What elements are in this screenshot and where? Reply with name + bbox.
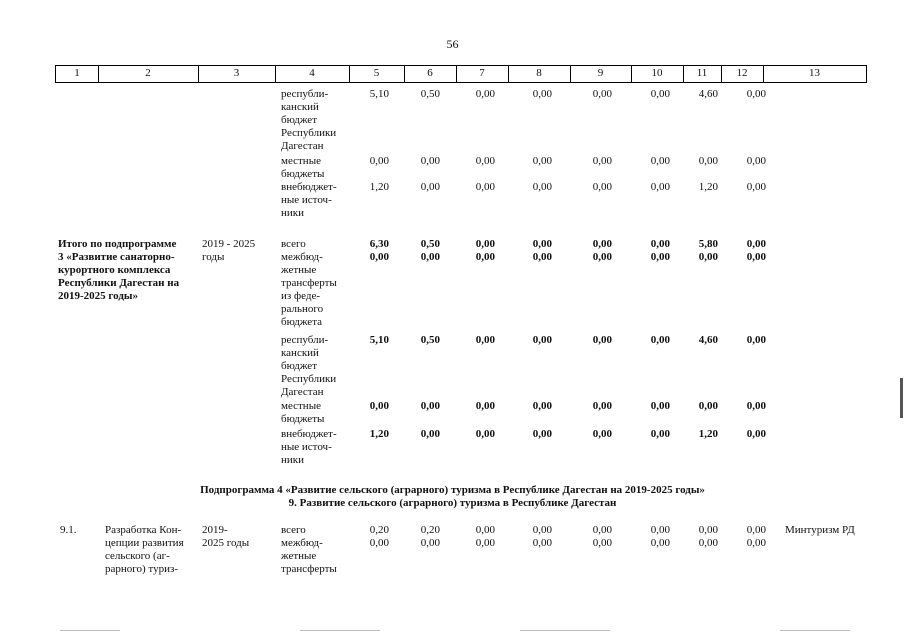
value-cell-col-5: 1,20 — [369, 428, 389, 440]
title-line: 3 «Развитие санаторно- — [58, 251, 175, 263]
value-cell-col-9: 0,00 — [592, 524, 612, 536]
item-9-1-title — [105, 524, 193, 576]
value-cell-col-7: 0,00 — [475, 251, 495, 263]
scan-bottom-line — [520, 630, 610, 631]
label-line: бюджеты — [281, 168, 325, 180]
value-cell-col-8: 0,00 — [532, 88, 552, 100]
label-line: местные — [281, 155, 321, 167]
label-line: республи- — [281, 334, 329, 346]
value-cell-col-9: 0,00 — [592, 428, 612, 440]
label-line: бюджеты — [281, 413, 325, 425]
scan-bottom-line — [300, 630, 380, 631]
subprogram-3-total-title — [58, 238, 193, 303]
value-cell-col-7: 0,00 — [475, 155, 495, 167]
value-cell-col-10: 0,00 — [650, 181, 670, 193]
funding-source-label — [281, 88, 336, 153]
value-cell-col-5: 0,00 — [369, 251, 389, 263]
title-line: курортного комплекса — [58, 264, 171, 276]
scan-edge-mark — [900, 378, 903, 418]
value-cell-col-9: 0,00 — [592, 88, 612, 100]
value-cell-col-7: 0,00 — [475, 334, 495, 346]
title-line: Республики Дагестан на — [58, 277, 180, 289]
funding-source-label — [281, 251, 337, 329]
value-cell-col-11: 1,20 — [698, 428, 718, 440]
value-cell-col-11: 4,60 — [698, 88, 718, 100]
value-cell-col-8: 0,00 — [532, 181, 552, 193]
value-cell-col-6: 0,00 — [420, 155, 440, 167]
funding-source-label — [281, 238, 306, 251]
value-cell-col-8: 0,00 — [532, 428, 552, 440]
header-col-13: 13 — [809, 67, 820, 79]
header-col-9: 9 — [597, 67, 604, 79]
header-col-5: 5 — [373, 67, 380, 79]
header-col-8: 8 — [536, 67, 542, 79]
value-cell-col-6: 0,00 — [420, 428, 440, 440]
value-cell-col-5: 1,20 — [369, 181, 389, 193]
value-cell-col-10: 0,00 — [650, 251, 670, 263]
value-cell-col-11: 1,20 — [698, 181, 718, 193]
header-col-4: 4 — [309, 67, 315, 79]
value-cell-col-6: 0,20 — [420, 524, 440, 536]
label-line: ники — [281, 207, 305, 219]
header-col-7: 7 — [479, 67, 485, 79]
value-cell-col-5: 5,10 — [369, 88, 389, 100]
value-cell-col-10: 0,00 — [650, 238, 670, 250]
header-col-6: 6 — [427, 67, 433, 79]
label-line: Республики — [281, 127, 337, 139]
value-cell-col-9: 0,00 — [592, 537, 612, 549]
value-cell-col-11: 5,80 — [698, 238, 718, 250]
period-line: годы — [202, 251, 225, 263]
value-cell-col-11: 4,60 — [698, 334, 718, 346]
label-line: Дагестан — [281, 140, 324, 152]
value-cell-col-12: 0,00 — [746, 155, 766, 167]
value-cell-col-5: 0,20 — [369, 524, 389, 536]
scan-bottom-line — [60, 630, 120, 631]
value-cell-col-7: 0,00 — [475, 238, 495, 250]
header-col-11: 11 — [696, 67, 708, 79]
value-cell-col-9: 0,00 — [592, 334, 612, 346]
value-cell-col-5: 6,30 — [369, 238, 389, 250]
funding-source-label — [281, 181, 337, 220]
label-line: жетные — [281, 550, 317, 562]
value-cell-col-7: 0,00 — [475, 524, 495, 536]
value-cell-col-9: 0,00 — [592, 251, 612, 263]
label-line: всего — [281, 238, 306, 250]
value-cell-col-9: 0,00 — [592, 181, 612, 193]
value-cell-col-11: 0,00 — [698, 155, 718, 167]
title-line: Разработка Кон- — [105, 524, 182, 536]
value-cell-col-11: 0,00 — [698, 537, 718, 549]
value-cell-col-12: 0,00 — [746, 524, 766, 536]
table-header-row — [55, 65, 867, 83]
value-cell-col-10: 0,00 — [650, 334, 670, 346]
label-line: трансферты — [281, 277, 337, 289]
header-col-3: 3 — [233, 67, 240, 79]
value-cell-col-10: 0,00 — [650, 155, 670, 167]
item-9-1-period — [202, 524, 249, 550]
title-line: сельского (аг- — [105, 550, 170, 562]
scan-bottom-line — [780, 630, 850, 631]
label-line: внебюджет- — [281, 181, 337, 193]
value-cell-col-12: 0,00 — [746, 251, 766, 263]
value-cell-col-10: 0,00 — [650, 537, 670, 549]
label-line: рального — [281, 303, 324, 315]
value-cell-col-8: 0,00 — [532, 238, 552, 250]
item-9-1-executor: Минтуризм РД — [785, 524, 855, 536]
value-cell-col-5: 5,10 — [369, 334, 389, 346]
value-cell-col-5: 0,00 — [369, 537, 389, 549]
value-cell-col-11: 0,00 — [698, 400, 718, 412]
value-cell-col-8: 0,00 — [532, 155, 552, 167]
period-line: 2019 - 2025 — [202, 238, 256, 250]
value-cell-col-6: 0,00 — [420, 251, 440, 263]
funding-source-label — [281, 400, 324, 426]
section-9-heading: 9. Развитие сельского (аграрного) туризма в Республике Дагестан — [288, 497, 617, 509]
value-cell-col-8: 0,00 — [532, 524, 552, 536]
value-cell-col-7: 0,00 — [475, 400, 495, 412]
value-cell-col-5: 0,00 — [369, 400, 389, 412]
period-line: 2025 годы — [202, 537, 250, 549]
value-cell-col-11: 0,00 — [698, 251, 718, 263]
title-line: Итого по подпрограмме — [58, 238, 177, 250]
value-cell-col-8: 0,00 — [532, 400, 552, 412]
label-line: трансферты — [281, 563, 337, 575]
header-col-1: 1 — [74, 67, 80, 79]
label-line: канский — [281, 101, 319, 113]
period-line: 2019- — [202, 524, 228, 536]
header-col-2: 2 — [145, 67, 151, 79]
value-cell-col-12: 0,00 — [746, 400, 766, 412]
value-cell-col-6: 0,00 — [420, 537, 440, 549]
value-cell-col-9: 0,00 — [592, 400, 612, 412]
value-cell-col-8: 0,00 — [532, 537, 552, 549]
label-line: местные — [281, 400, 321, 412]
label-line: из феде- — [281, 290, 320, 302]
value-cell-col-6: 0,50 — [420, 334, 440, 346]
label-line: ные источ- — [281, 194, 332, 206]
label-line: межбюд- — [281, 251, 323, 263]
value-cell-col-12: 0,00 — [746, 238, 766, 250]
value-cell-col-12: 0,00 — [746, 88, 766, 100]
label-line: канский — [281, 347, 319, 359]
label-line: ники — [281, 454, 305, 466]
title-line: цепции развития — [105, 537, 184, 549]
value-cell-col-10: 0,00 — [650, 88, 670, 100]
value-cell-col-10: 0,00 — [650, 400, 670, 412]
label-line: Дагестан — [281, 386, 324, 398]
value-cell-col-11: 0,00 — [698, 524, 718, 536]
value-cell-col-6: 0,50 — [420, 238, 440, 250]
value-cell-col-7: 0,00 — [475, 428, 495, 440]
label-line: бюджет — [281, 360, 317, 372]
funding-source-label — [281, 524, 306, 537]
value-cell-col-7: 0,00 — [475, 88, 495, 100]
value-cell-col-9: 0,00 — [592, 155, 612, 167]
value-cell-col-6: 0,00 — [420, 400, 440, 412]
page-number: 56 — [446, 37, 459, 51]
header-col-12: 12 — [736, 67, 748, 79]
value-cell-col-12: 0,00 — [746, 537, 766, 549]
value-cell-col-8: 0,00 — [532, 334, 552, 346]
funding-source-label — [281, 334, 336, 399]
subprogram-4-heading: Подпрограмма 4 «Развитие сельского (аграрного) туризма в Республике Дагестан на 2019-2025 годы» — [200, 484, 705, 496]
value-cell-col-9: 0,00 — [592, 238, 612, 250]
value-cell-col-6: 0,00 — [420, 181, 440, 193]
label-line: республи- — [281, 88, 329, 100]
value-cell-col-7: 0,00 — [475, 537, 495, 549]
label-line: межбюд- — [281, 537, 323, 549]
value-cell-col-8: 0,00 — [532, 251, 552, 263]
value-cell-col-12: 0,00 — [746, 428, 766, 440]
label-line: жетные — [281, 264, 317, 276]
funding-source-label — [281, 155, 324, 181]
funding-source-label — [281, 537, 337, 576]
value-cell-col-10: 0,00 — [650, 428, 670, 440]
label-line: Республики — [281, 373, 337, 385]
header-col-10: 10 — [651, 67, 663, 79]
title-line: рарного) туриз- — [105, 563, 178, 575]
item-number: 9.1. — [60, 524, 77, 536]
label-line: всего — [281, 524, 306, 536]
value-cell-col-5: 0,00 — [369, 155, 389, 167]
label-line: внебюджет- — [281, 428, 337, 440]
subprogram-3-period — [202, 238, 255, 264]
value-cell-col-10: 0,00 — [650, 524, 670, 536]
funding-source-label — [281, 428, 337, 467]
value-cell-col-12: 0,00 — [746, 334, 766, 346]
value-cell-col-6: 0,50 — [420, 88, 440, 100]
label-line: ные источ- — [281, 441, 332, 453]
value-cell-col-12: 0,00 — [746, 181, 766, 193]
value-cell-col-7: 0,00 — [475, 181, 495, 193]
label-line: бюджет — [281, 114, 317, 126]
title-line: 2019-2025 годы» — [58, 290, 138, 302]
label-line: бюджета — [281, 316, 323, 328]
